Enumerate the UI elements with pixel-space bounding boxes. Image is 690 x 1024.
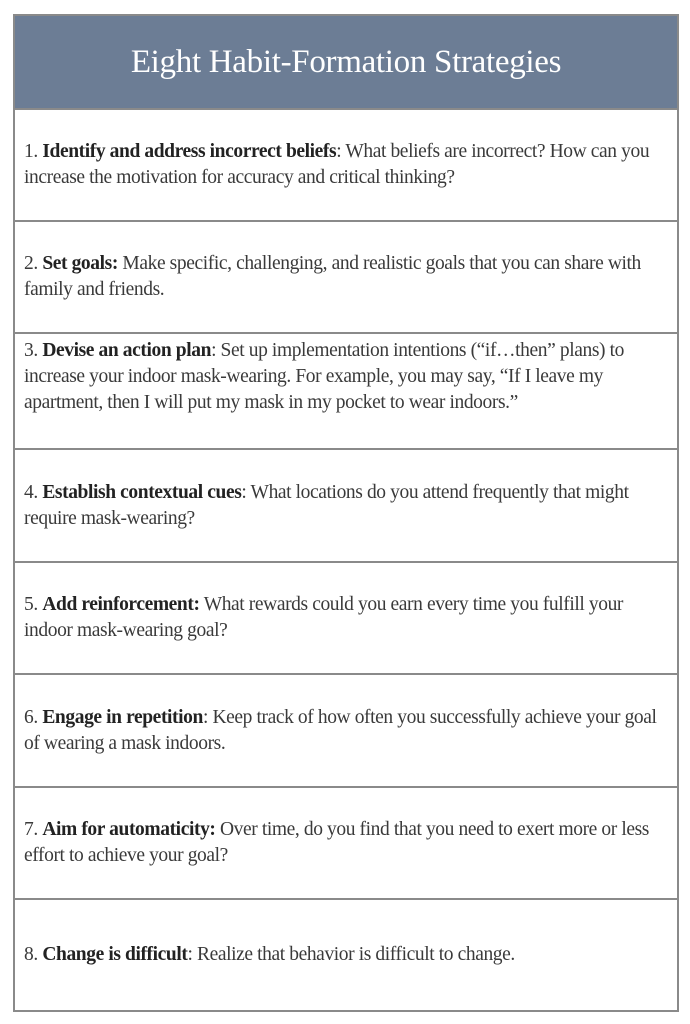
strategy-row [15, 450, 677, 563]
strategy-text [24, 705, 669, 757]
strategy-text [24, 251, 669, 303]
strategy-description: : What beliefs are incorrect? How can you increase the motivation for accuracy and critical thinking? [24, 141, 650, 188]
strategy-term: Add reinforcement: [42, 594, 200, 615]
strategy-description: Over time, do you find that you need to exert more or less effort to achieve your goal? [24, 819, 649, 866]
strategies-table [13, 14, 679, 1012]
strategy-row [15, 110, 677, 222]
strategy-term: Engage in repetition [42, 706, 203, 728]
strategy-text [24, 942, 515, 968]
strategy-number: 8. [24, 944, 38, 965]
strategy-term: Devise an action plan [42, 340, 212, 361]
strategy-number: 2. [24, 253, 38, 274]
strategy-term: Identify and address incorrect beliefs [42, 141, 337, 162]
strategy-number: 3. [24, 340, 38, 361]
strategy-row [15, 334, 677, 450]
strategy-row [15, 563, 677, 675]
strategy-description: Make specific, challenging, and realistic goals that you can share with family and friends. [24, 253, 641, 300]
strategy-row [15, 788, 677, 900]
strategy-description: : Realize that behavior is difficult to change. [187, 944, 515, 965]
strategy-row [15, 900, 677, 1010]
strategy-number: 4. [24, 481, 38, 503]
strategy-description: : Keep track of how often you successfully achieve your goal of wearing a mask indoors. [24, 706, 657, 754]
strategy-description: : What locations do you attend frequently that might require mask-wearing? [24, 481, 629, 529]
strategy-row [15, 222, 677, 334]
strategy-number: 7. [24, 819, 38, 840]
strategy-term: Aim for automaticity: [42, 819, 216, 840]
strategy-number: 5. [24, 594, 38, 615]
strategy-text [24, 139, 669, 191]
strategy-text [24, 338, 669, 416]
strategy-description: : Set up implementation intentions (“if…then” plans) to increase your indoor mask-wearing. For example, you may say, “If I leave my apartment, then I will put my mask in my pocket to wear indoors.” [24, 340, 624, 413]
strategy-text [24, 592, 669, 644]
strategy-term: Set goals: [42, 253, 118, 274]
table-title: Eight Habit-Formation Strategies [130, 43, 562, 80]
strategy-term: Change is difficult [42, 944, 188, 965]
strategy-description: What rewards could you earn every time you fulfill your indoor mask-wearing goal? [24, 594, 624, 641]
strategy-term: Establish contextual cues [42, 481, 242, 503]
strategy-row [15, 675, 677, 788]
strategy-text [24, 817, 669, 869]
strategy-text [24, 480, 669, 532]
table-header [15, 16, 677, 110]
strategy-number: 1. [24, 141, 38, 162]
strategy-number: 6. [24, 706, 38, 728]
